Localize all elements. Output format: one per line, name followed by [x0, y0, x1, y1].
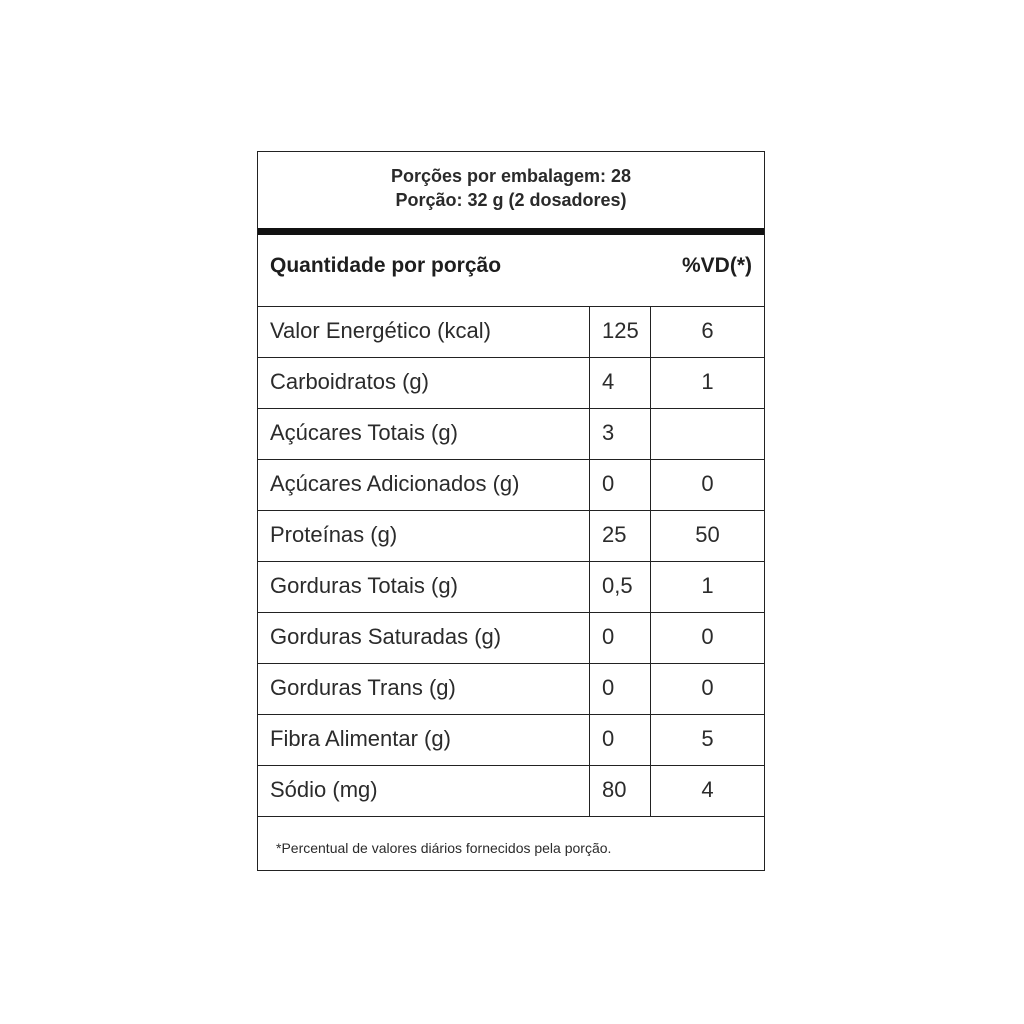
nutrient-name: Açúcares Totais (g) — [270, 420, 458, 445]
nutrient-amount: 3 — [589, 409, 650, 459]
nutrient-amount: 80 — [589, 766, 650, 816]
nutrient-rows — [258, 307, 764, 817]
nutrient-daily-value: 50 — [650, 511, 764, 561]
amount-per-portion-heading: Quantidade por porção — [270, 254, 502, 277]
servings-per-package: Porções por embalagem: 28 — [390, 166, 632, 186]
table-row — [258, 409, 764, 460]
nutrient-daily-value: 5 — [650, 715, 764, 765]
nutrient-name: Carboidratos (g) — [270, 369, 429, 394]
nutrient-daily-value: 4 — [650, 766, 764, 816]
nutrient-daily-value: 1 — [650, 358, 764, 408]
table-row — [258, 511, 764, 562]
nutrient-daily-value: 1 — [650, 562, 764, 612]
nutrient-amount: 0 — [589, 664, 650, 714]
nutrient-amount: 0,5 — [589, 562, 650, 612]
nutrient-amount: 0 — [589, 715, 650, 765]
nutrient-amount: 25 — [589, 511, 650, 561]
portion-size: Porção: 32 g (2 dosadores) — [395, 190, 627, 210]
nutrient-name: Gorduras Trans (g) — [270, 675, 456, 700]
nutrient-name: Gorduras Saturadas (g) — [270, 624, 502, 649]
nutrient-amount: 0 — [589, 460, 650, 510]
nutrient-name: Sódio (mg) — [270, 777, 378, 802]
nutrient-name: Açúcares Adicionados (g) — [270, 471, 520, 496]
table-row — [258, 664, 764, 715]
daily-value-footnote: *Percentual de valores diários fornecidos pela porção. — [276, 840, 612, 856]
table-row — [258, 613, 764, 664]
nutrient-daily-value: 0 — [650, 460, 764, 510]
nutrient-amount: 0 — [589, 613, 650, 663]
table-row — [258, 715, 764, 766]
nutrition-facts-table — [257, 151, 765, 871]
nutrient-amount: 125 — [589, 307, 650, 357]
table-row — [258, 307, 764, 358]
nutrient-daily-value — [650, 409, 764, 459]
daily-value-heading: %VD(*) — [681, 254, 752, 277]
thick-divider — [258, 228, 764, 235]
nutrient-name: Proteínas (g) — [270, 522, 398, 547]
nutrient-amount: 4 — [589, 358, 650, 408]
table-row — [258, 766, 764, 817]
nutrient-daily-value: 0 — [650, 613, 764, 663]
nutrient-name: Valor Energético (kcal) — [270, 318, 491, 343]
nutrient-name: Fibra Alimentar (g) — [270, 726, 451, 751]
nutrient-daily-value: 6 — [650, 307, 764, 357]
table-row — [258, 358, 764, 409]
nutrient-daily-value: 0 — [650, 664, 764, 714]
nutrient-name: Gorduras Totais (g) — [270, 573, 458, 598]
table-row — [258, 562, 764, 613]
servings-info — [258, 152, 764, 228]
table-row — [258, 460, 764, 511]
table-header — [258, 235, 764, 307]
